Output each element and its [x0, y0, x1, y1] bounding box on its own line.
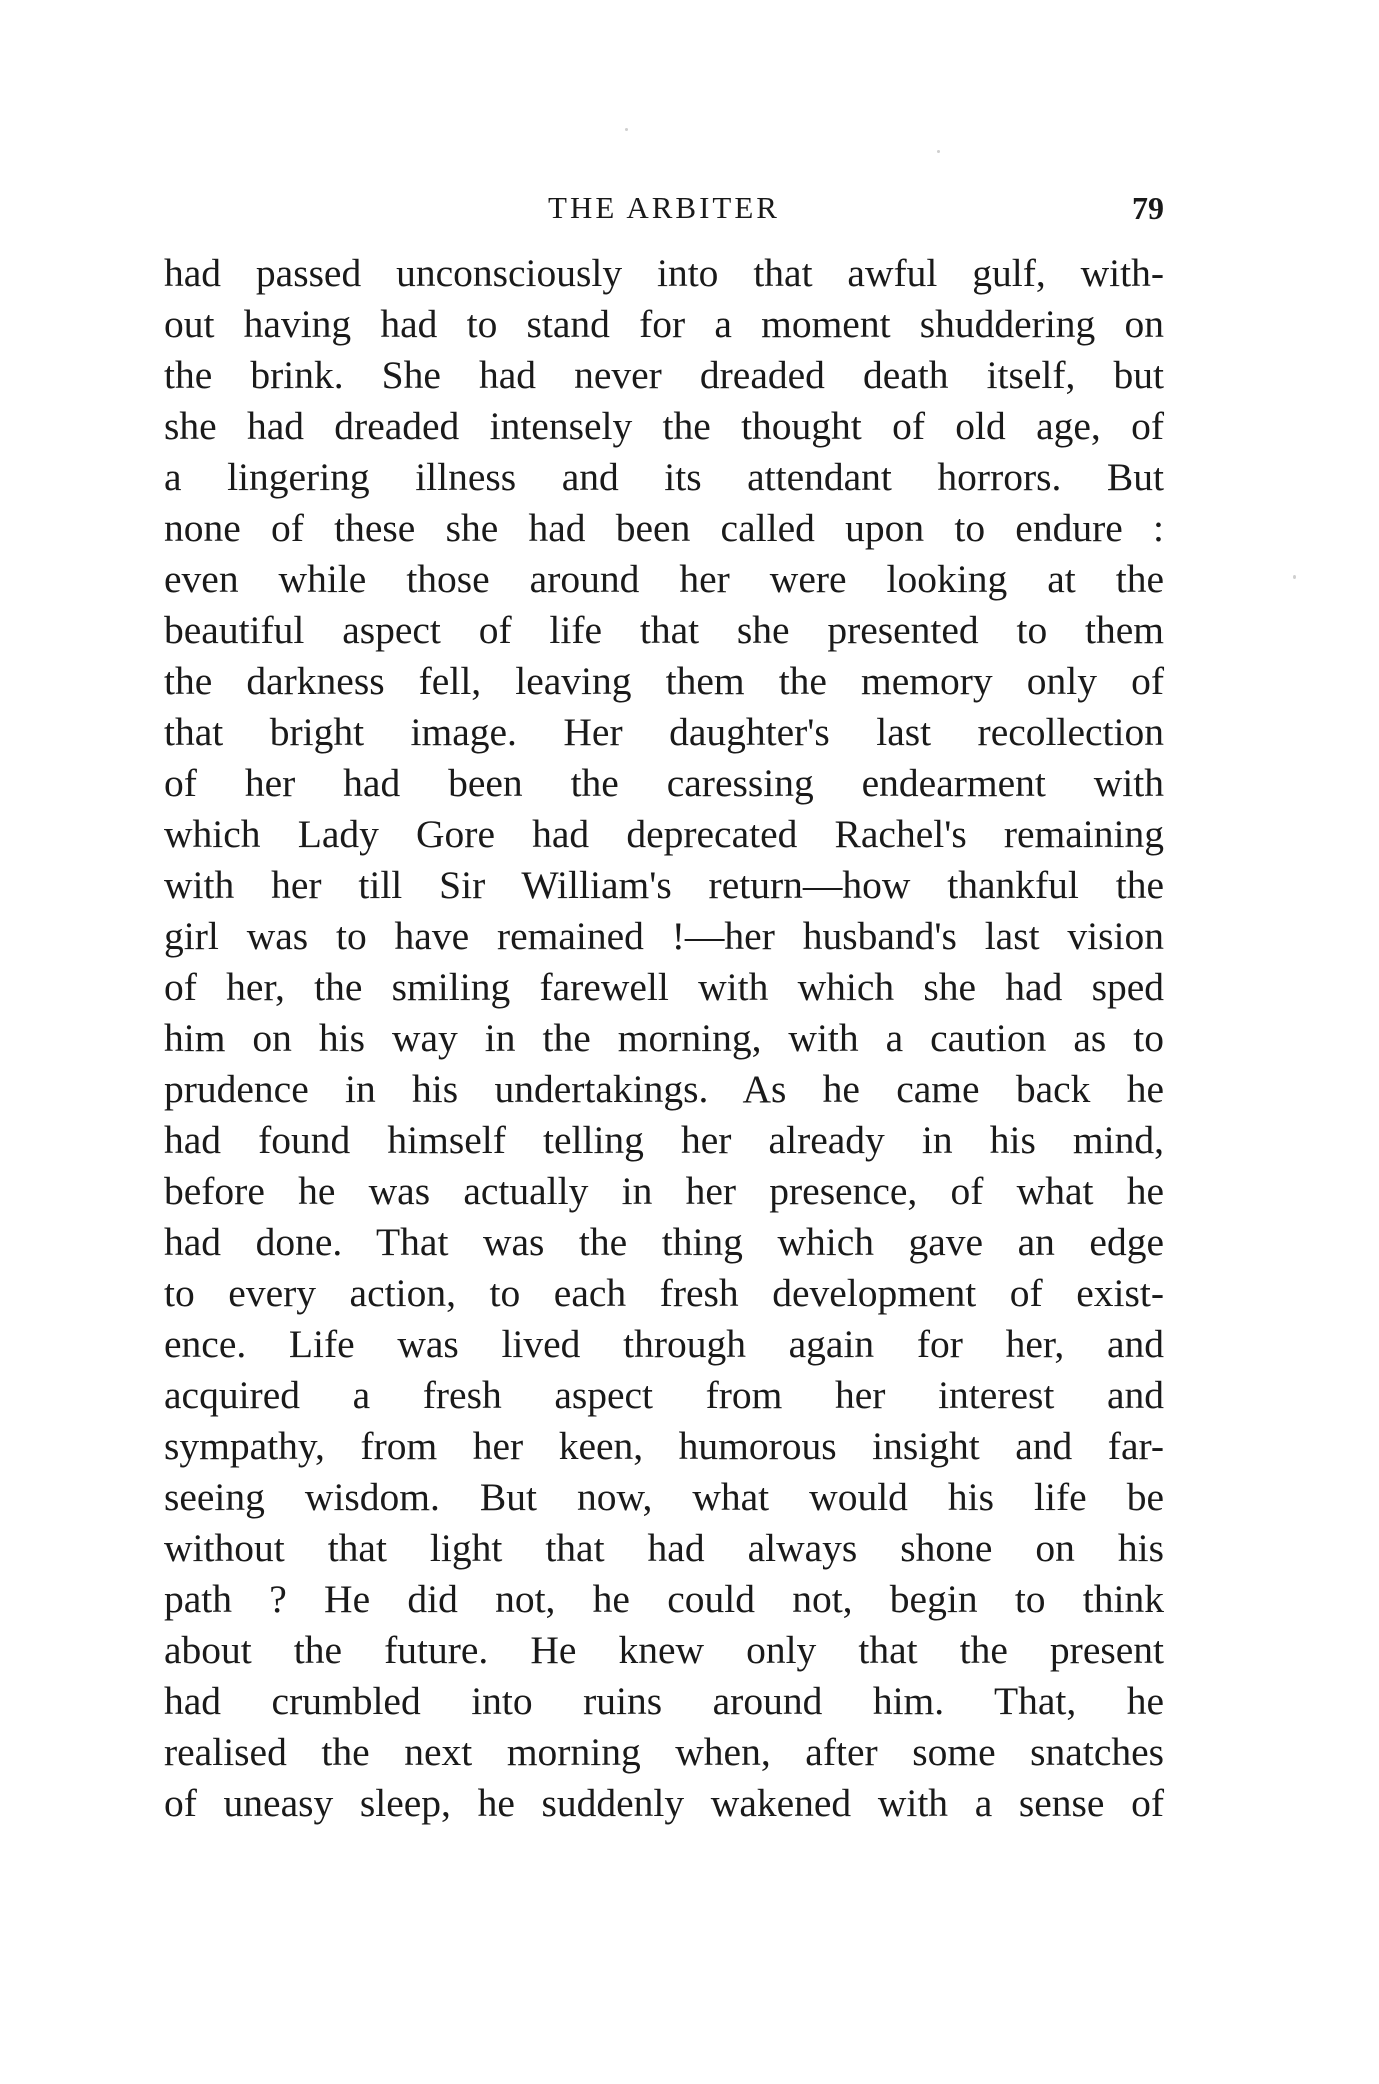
- paper-speck: [1293, 575, 1296, 579]
- text-line: path ? He did not, he could not, begin to think: [164, 1577, 1164, 1621]
- text-line: to every action, to each fresh development of exist-: [164, 1271, 1164, 1315]
- text-line: before he was actually in her presence, of what he: [164, 1169, 1164, 1213]
- text-line: him on his way in the morning, with a caution as to: [164, 1016, 1164, 1060]
- running-title: THE ARBITER: [548, 190, 780, 225]
- running-head: [164, 190, 1164, 234]
- text-line: girl was to have remained !—her husband's last vision: [164, 914, 1164, 958]
- text-line: realised the next morning when, after some snatches: [164, 1730, 1164, 1774]
- text-line: beautiful aspect of life that she presented to them: [164, 608, 1164, 652]
- text-line: prudence in his undertakings. As he came back he: [164, 1067, 1164, 1111]
- text-line: about the future. He knew only that the present: [164, 1628, 1164, 1672]
- text-line: the brink. She had never dreaded death itself, but: [164, 353, 1164, 397]
- text-line: acquired a fresh aspect from her interest and: [164, 1373, 1164, 1417]
- text-line: had crumbled into ruins around him. That, he: [164, 1679, 1164, 1723]
- text-line: a lingering illness and its attendant horrors. But: [164, 455, 1164, 499]
- text-line: that bright image. Her daughter's last recollection: [164, 710, 1164, 754]
- text-line: of uneasy sleep, he suddenly wakened with a sense of: [164, 1781, 1164, 1825]
- text-line: had passed unconsciously into that awful gulf, with-: [164, 251, 1164, 295]
- text-line: which Lady Gore had deprecated Rachel's remaining: [164, 812, 1164, 856]
- paper-speck: [625, 128, 628, 131]
- paper-speck: [937, 150, 940, 153]
- text-line: with her till Sir William's return—how thankful the: [164, 863, 1164, 907]
- text-line: had found himself telling her already in his mind,: [164, 1118, 1164, 1162]
- text-line: none of these she had been called upon to endure :: [164, 506, 1164, 550]
- text-line: of her had been the caressing endearment with: [164, 761, 1164, 805]
- text-line: even while those around her were looking at the: [164, 557, 1164, 601]
- text-line: the darkness fell, leaving them the memory only of: [164, 659, 1164, 703]
- text-line: had done. That was the thing which gave an edge: [164, 1220, 1164, 1264]
- text-line: of her, the smiling farewell with which she had sped: [164, 965, 1164, 1009]
- text-line: sympathy, from her keen, humorous insight and far-: [164, 1424, 1164, 1468]
- text-line: ence. Life was lived through again for her, and: [164, 1322, 1164, 1366]
- text-line: seeing wisdom. But now, what would his life be: [164, 1475, 1164, 1519]
- text-line: she had dreaded intensely the thought of old age, of: [164, 404, 1164, 448]
- text-line: without that light that had always shone on his: [164, 1526, 1164, 1570]
- body-text: [164, 248, 1164, 1829]
- text-line: out having had to stand for a moment shuddering on: [164, 302, 1164, 346]
- page-number: 79: [1132, 190, 1164, 226]
